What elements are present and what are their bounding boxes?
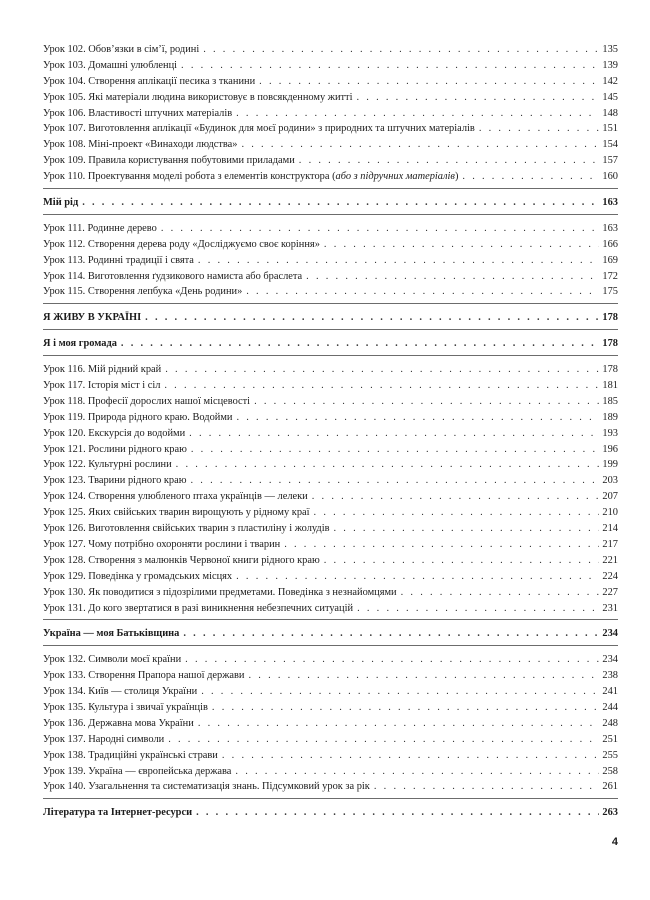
- toc-entry-title: Урок 137. Народні символи: [43, 732, 168, 748]
- toc-entry-page: 234: [599, 652, 618, 668]
- toc-entry: [43, 74, 618, 90]
- leader-dots: [284, 537, 599, 553]
- toc-entry: [43, 42, 618, 58]
- toc-entry-page: 189: [599, 410, 618, 426]
- toc-entry-title: Урок 112. Створення дерева роду «Досліджуємо своє коріння»: [43, 237, 324, 253]
- toc-entry-page: 214: [599, 521, 618, 537]
- leader-dots: [82, 195, 599, 211]
- toc-entry-page: 175: [599, 284, 618, 300]
- leader-dots: [235, 764, 599, 780]
- toc-entry-page: 221: [599, 553, 618, 569]
- leader-dots: [246, 284, 599, 300]
- toc-entry-page: 199: [599, 457, 618, 473]
- toc-entry-title: Урок 105. Які матеріали людина використовує в повсякденному житті: [43, 90, 356, 106]
- toc-section-page: 178: [599, 310, 618, 326]
- divider: [43, 188, 618, 189]
- toc-entry-page: 157: [599, 153, 618, 169]
- leader-dots: [374, 779, 600, 795]
- toc-entry-page: 217: [599, 537, 618, 553]
- toc-entry: [43, 153, 618, 169]
- toc-entry-title: Урок 125. Яких свійських тварин вирощують у рідному краї: [43, 505, 314, 521]
- toc-entry-title: Урок 131. До кого звертатися в разі виникнення небезпечних ситуацій: [43, 601, 357, 617]
- toc-subsection-page: 234: [599, 626, 618, 642]
- toc-entry-page: 181: [599, 378, 618, 394]
- toc-entry-title: Урок 106. Властивості штучних матеріалів: [43, 106, 236, 122]
- toc-entry-title: Урок 134. Київ — столиця України: [43, 684, 201, 700]
- toc-entry-page: 255: [599, 748, 618, 764]
- table-of-contents: [43, 42, 618, 821]
- leader-dots: [357, 601, 599, 617]
- leader-dots: [145, 310, 599, 326]
- leader-dots: [259, 74, 599, 90]
- toc-subsection: [43, 336, 618, 352]
- leader-dots: [324, 237, 600, 253]
- leader-dots: [191, 442, 600, 458]
- toc-subsection-page: 163: [599, 195, 618, 211]
- divider: [43, 355, 618, 356]
- toc-entry-title-end: ): [454, 171, 459, 183]
- toc-entry-page: 258: [599, 764, 618, 780]
- leader-dots: [479, 121, 600, 137]
- leader-dots: [462, 169, 599, 185]
- toc-entry-page: 244: [599, 700, 618, 716]
- toc-entry: [43, 378, 618, 394]
- toc-section: [43, 310, 618, 326]
- toc-entry: [43, 90, 618, 106]
- toc-entry-page: 251: [599, 732, 618, 748]
- toc-entry-page: 231: [599, 601, 618, 617]
- leader-dots: [203, 42, 599, 58]
- toc-entry-title: Урок 140. Узагальнення та систематизація знань. Підсумковий урок за рік: [43, 779, 374, 795]
- leader-dots: [196, 805, 599, 821]
- leader-dots: [161, 221, 600, 237]
- toc-entry-page: 142: [599, 74, 618, 90]
- toc-entry: [43, 716, 618, 732]
- leader-dots: [312, 489, 600, 505]
- toc-entry-page: 196: [599, 442, 618, 458]
- toc-entry-page: 163: [599, 221, 618, 237]
- toc-entry-title: Урок 132. Символи моєї країни: [43, 652, 185, 668]
- leader-dots: [121, 336, 600, 352]
- toc-entry: [43, 362, 618, 378]
- leader-dots: [198, 716, 600, 732]
- leader-dots: [190, 473, 599, 489]
- toc-entry: [43, 137, 618, 153]
- toc-entry-title: Урок 114. Виготовлення ґудзикового намиста або браслета: [43, 269, 306, 285]
- toc-entry: [43, 569, 618, 585]
- toc-entry-title: Урок 130. Як поводитися з підозрілими предметами. Поведінка з незнайомцями: [43, 585, 401, 601]
- leader-dots: [248, 668, 599, 684]
- leader-dots: [306, 269, 599, 285]
- toc-entry: [43, 121, 618, 137]
- toc-entry-title: Урок 104. Створення аплікації песика з тканини: [43, 74, 259, 90]
- toc-entry-page: 151: [599, 121, 618, 137]
- toc-entry: [43, 684, 618, 700]
- toc-entry-page: 139: [599, 58, 618, 74]
- toc-entry-page: 178: [599, 362, 618, 378]
- toc-subsection-page: 263: [599, 805, 618, 821]
- toc-entry: [43, 779, 618, 795]
- toc-subsection-title: Україна — моя Батьківщина: [43, 626, 183, 642]
- toc-entry-title: Урок 135. Культура і звичаї українців: [43, 700, 212, 716]
- toc-entry-title-start: Урок 110. Проектування моделі робота з елементів конструктора (: [43, 171, 336, 183]
- toc-entry-title: Урок 120. Екскурсія до водойми: [43, 426, 189, 442]
- toc-subsection: [43, 626, 618, 642]
- toc-entry: [43, 394, 618, 410]
- toc-entry-title: Урок 118. Професії дорослих нашої місцевості: [43, 394, 254, 410]
- toc-entry: [43, 106, 618, 122]
- toc-entry: [43, 764, 618, 780]
- toc-entry-title: Урок 128. Створення з малюнків Червоної книги рідного краю: [43, 553, 324, 569]
- toc-entry-title: Урок 138. Традиційні українські страви: [43, 748, 222, 764]
- toc-entry-page: 193: [599, 426, 618, 442]
- toc-entry: [43, 253, 618, 269]
- toc-entry-title: Урок 117. Історія міст і сіл: [43, 378, 164, 394]
- toc-entry-page: 210: [599, 505, 618, 521]
- leader-dots: [201, 684, 599, 700]
- toc-entry: [43, 668, 618, 684]
- toc-entry: [43, 732, 618, 748]
- toc-entry: [43, 652, 618, 668]
- leader-dots: [222, 748, 600, 764]
- leader-dots: [356, 90, 599, 106]
- toc-entry-page: 148: [599, 106, 618, 122]
- toc-entry: [43, 269, 618, 285]
- toc-entry-page: 238: [599, 668, 618, 684]
- toc-entry: [43, 601, 618, 617]
- toc-entry-page: 248: [599, 716, 618, 732]
- page-number: 4: [611, 836, 618, 848]
- toc-entry: [43, 58, 618, 74]
- toc-section-title: Я ЖИВУ В УКРАЇНІ: [43, 310, 145, 326]
- toc-entry-title: Урок 139. Україна — європейська держава: [43, 764, 235, 780]
- toc-subsection-page: 178: [599, 336, 618, 352]
- toc-entry: [43, 426, 618, 442]
- leader-dots: [189, 426, 599, 442]
- toc-entry-title: Урок 136. Державна мова України: [43, 716, 198, 732]
- leader-dots: [168, 732, 599, 748]
- leader-dots: [176, 457, 600, 473]
- leader-dots: [198, 253, 599, 269]
- toc-entry-title: Урок 129. Поведінка у громадських місцях: [43, 569, 236, 585]
- toc-entry-title-italic: або з підручних матеріалів: [335, 171, 455, 183]
- leader-dots: [185, 652, 599, 668]
- toc-entry-title: Урок 103. Домашні улюбленці: [43, 58, 181, 74]
- leader-dots: [241, 137, 599, 153]
- toc-entry: [43, 237, 618, 253]
- toc-subsection: [43, 805, 618, 821]
- toc-entry: [43, 489, 618, 505]
- toc-entry-title: Урок 126. Виготовлення свійських тварин з пластиліну і жолудів: [43, 521, 334, 537]
- toc-entry-title: Урок 115. Створення лепбука «День родини»: [43, 284, 246, 300]
- toc-subsection-title: Література та Інтернет-ресурси: [43, 805, 196, 821]
- toc-entry: [43, 410, 618, 426]
- leader-dots: [401, 585, 600, 601]
- divider: [43, 214, 618, 215]
- toc-entry-page: 207: [599, 489, 618, 505]
- divider: [43, 329, 618, 330]
- toc-entry-title: Урок 113. Родинні традиції і свята: [43, 253, 198, 269]
- leader-dots: [165, 362, 599, 378]
- toc-entry-title: Урок 102. Обов’язки в сім’ї, родині: [43, 42, 203, 58]
- toc-entry: [43, 521, 618, 537]
- toc-entry-title: Урок 116. Мій рідний край: [43, 362, 165, 378]
- divider: [43, 645, 618, 646]
- toc-entry-title: Урок 127. Чому потрібно охороняти рослини і тварин: [43, 537, 284, 553]
- toc-entry-page: 241: [599, 684, 618, 700]
- toc-entry-title: Урок 124. Створення улюбленого птаха українців — лелеки: [43, 489, 312, 505]
- toc-entry: [43, 169, 618, 185]
- leader-dots: [164, 378, 599, 394]
- toc-entry-title: Урок 122. Культурні рослини: [43, 457, 176, 473]
- toc-entry: [43, 748, 618, 764]
- toc-entry-title: [43, 169, 462, 185]
- toc-entry-page: 145: [599, 90, 618, 106]
- leader-dots: [299, 153, 600, 169]
- toc-subsection-title: Мій рід: [43, 195, 82, 211]
- leader-dots: [334, 521, 600, 537]
- toc-entry: [43, 221, 618, 237]
- toc-entry: [43, 585, 618, 601]
- toc-entry: [43, 553, 618, 569]
- toc-entry-page: 203: [599, 473, 618, 489]
- leader-dots: [254, 394, 599, 410]
- leader-dots: [236, 569, 599, 585]
- toc-entry-page: 172: [599, 269, 618, 285]
- leader-dots: [183, 626, 599, 642]
- toc-entry-title: Урок 108. Міні-проект «Винаходи людства»: [43, 137, 241, 153]
- toc-subsection-title: Я і моя громада: [43, 336, 121, 352]
- toc-entry-page: 261: [599, 779, 618, 795]
- toc-entry-title: Урок 121. Рослини рідного краю: [43, 442, 191, 458]
- divider: [43, 619, 618, 620]
- toc-entry: [43, 442, 618, 458]
- divider: [43, 303, 618, 304]
- leader-dots: [324, 553, 600, 569]
- leader-dots: [236, 106, 599, 122]
- toc-entry: [43, 284, 618, 300]
- toc-entry-title: Урок 133. Створення Прапора нашої держави: [43, 668, 248, 684]
- toc-entry-page: 160: [599, 169, 618, 185]
- toc-entry: [43, 457, 618, 473]
- toc-entry-page: 227: [599, 585, 618, 601]
- toc-entry-title: Урок 107. Виготовлення аплікації «Будинок для моєї родини» з природних та штучних матеріалів: [43, 121, 479, 137]
- toc-subsection: [43, 195, 618, 211]
- leader-dots: [236, 410, 599, 426]
- toc-entry: [43, 700, 618, 716]
- toc-entry-page: 169: [599, 253, 618, 269]
- toc-entry-title: Урок 123. Тварини рідного краю: [43, 473, 190, 489]
- toc-entry-page: 224: [599, 569, 618, 585]
- toc-entry-title: Урок 109. Правила користування побутовими приладами: [43, 153, 299, 169]
- toc-entry-title: Урок 119. Природа рідного краю. Водойми: [43, 410, 236, 426]
- toc-entry: [43, 473, 618, 489]
- toc-entry-page: 135: [599, 42, 618, 58]
- leader-dots: [314, 505, 600, 521]
- toc-entry-page: 166: [599, 237, 618, 253]
- toc-entry: [43, 537, 618, 553]
- toc-entry-title: Урок 111. Родинне дерево: [43, 221, 161, 237]
- leader-dots: [212, 700, 599, 716]
- toc-entry-page: 185: [599, 394, 618, 410]
- leader-dots: [181, 58, 599, 74]
- toc-entry: [43, 505, 618, 521]
- divider: [43, 798, 618, 799]
- toc-entry-page: 154: [599, 137, 618, 153]
